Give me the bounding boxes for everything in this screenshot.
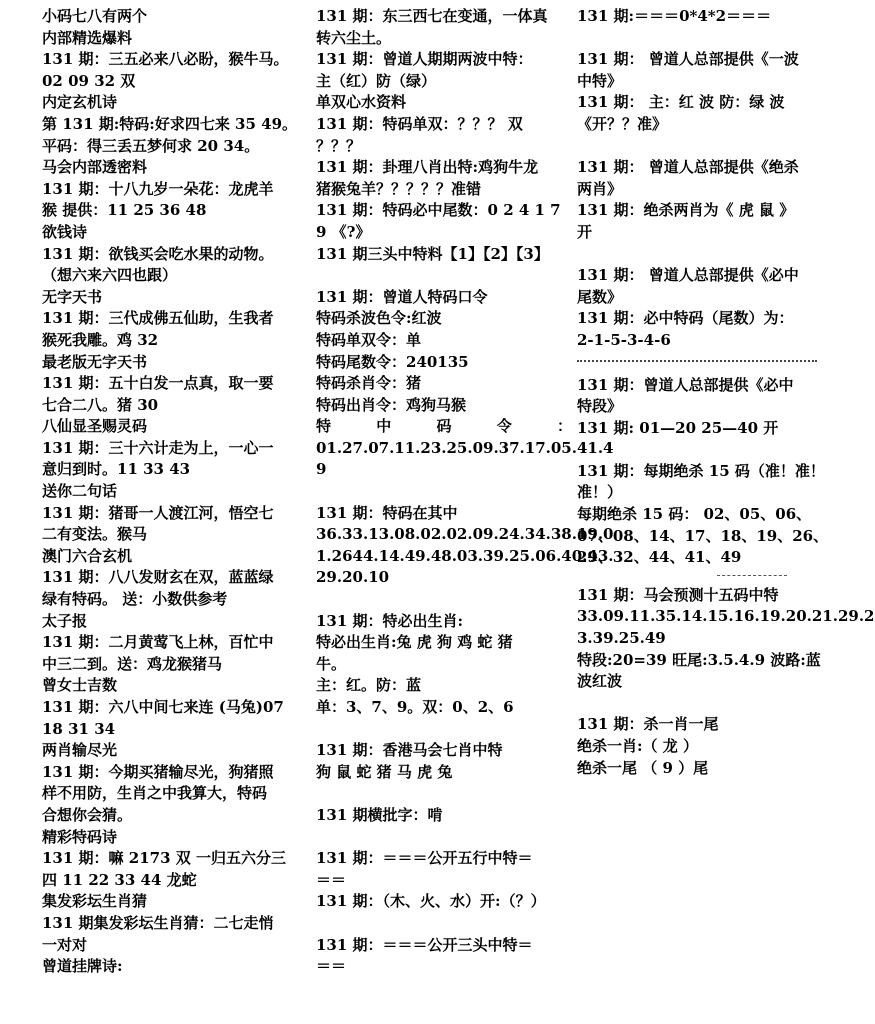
text-line: 八仙显圣赐灵码 <box>42 417 148 436</box>
text-line: 131 期： 主：红 波 防：绿 波 <box>577 93 785 112</box>
text-line: 《开？？准》 <box>577 114 668 133</box>
text-line: 2-1-5-3-4-6 <box>577 330 671 349</box>
text-line: 131 期：必中特码（尾数）为： <box>577 309 794 328</box>
text-line: 精彩特码诗 <box>42 827 118 846</box>
text-line: 特码单双令：单 <box>316 330 422 349</box>
text-line: 131 期：十八九岁一朵花：龙虎羊 <box>42 179 274 198</box>
text-line: 主：红。防：蓝 <box>316 676 422 695</box>
text-line: 131 期：特码必中尾数：0 2 4 1 7 <box>316 201 561 220</box>
text-line: 131 期：二月黄莺飞上林，百忙中 <box>42 633 274 652</box>
text-line: 02 09 32 双 <box>42 71 136 90</box>
text-line: 131 期：＝＝＝公开五行中特＝ <box>316 849 533 868</box>
text-line: 131 期：三五必来八必盼，猴牛马。 <box>42 50 289 69</box>
text-line: 意归到时。11 33 43 <box>42 460 191 479</box>
text-line: 澳门六合玄机 <box>42 546 133 565</box>
blank-line <box>316 719 572 741</box>
text-line: 131 期：曾道人特码口令 <box>316 287 488 306</box>
text-line: 3.39.25.49 <box>577 629 666 648</box>
text-line: 131 期：杀一肖一尾 <box>577 715 719 734</box>
blank-line <box>577 244 827 266</box>
text-line: 绝杀一尾 （ 9 ）尾 <box>577 758 709 777</box>
text-line: ＝＝ <box>316 957 347 976</box>
blank-line <box>316 265 572 287</box>
blank-line <box>316 589 572 611</box>
text-line: 29.20.10 <box>316 568 390 587</box>
text-line: 131 期：嘛 2173 双 一归五六分三 <box>42 849 286 868</box>
blank-line <box>316 783 572 805</box>
text-line: 131 期: 01—20 25—40 开 <box>577 418 779 437</box>
blank-line <box>577 439 827 461</box>
text-line: 两肖输尽光 <box>42 741 118 760</box>
text-line: 131 期：今期买猪输尽光，狗猪照 <box>42 762 274 781</box>
text-line: 曾道挂牌诗: <box>42 957 123 976</box>
text-line: 131 期：猪哥一人渡江河，悟空七 <box>42 503 274 522</box>
text-line: 样不用防，生肖之中我算大，特码 <box>42 784 268 803</box>
text-line: 每期绝杀 15 码： 02、05、06、 <box>577 505 812 524</box>
text-line: 中三二到。送：鸡龙猴猪马 <box>42 654 223 673</box>
text-line: 单：3、7、9。双：0、2、6 <box>316 698 514 716</box>
text-line: 33.09.11.35.14.15.16.19.20.21.29.2 <box>577 607 875 626</box>
text-line: 特码出肖令：鸡狗马猴 <box>316 395 467 414</box>
text-line: 开 <box>577 222 593 241</box>
text-line: 9 《?》 <box>316 222 371 241</box>
text-line: 两肖》 <box>577 179 623 198</box>
text-line: 131 期：东三西七在变通，一体真 <box>316 7 548 25</box>
text-line: 131 期：三代成佛五仙助，生我者 <box>42 309 274 328</box>
text-line: 29、32、44、41、49 <box>577 548 742 567</box>
text-line: 131 期集发彩坛生肖猜：二七走悄 <box>42 913 274 932</box>
text-line: 小码七八有两个 <box>42 7 148 25</box>
text-line: 特码杀肖令：猪 <box>316 374 422 393</box>
text-line: 131 期： 曾道人总部提供《一波 <box>577 50 799 69</box>
text-line: 07、08、14、17、18、19、26、 <box>577 526 829 545</box>
text-line: 一对对 <box>42 935 88 954</box>
text-line: 131 期：五十白发一点真，取一要 <box>42 374 274 393</box>
text-line: 131 期：六八中间七来连 (马兔)07 <box>42 698 284 716</box>
text-line: 马会内部透密料 <box>42 158 148 177</box>
text-line: 36.33.13.08.02.02.09.24.34.38.19.0 <box>316 525 614 544</box>
text-line: 01.27.07.11.23.25.09.37.17.05.41.4 <box>316 438 614 457</box>
text-line: 牛。 <box>316 654 347 673</box>
text-line: 绿有特码。 送：小数供参考 <box>42 590 228 609</box>
text-line: 曾女士吉数 <box>42 676 118 695</box>
text-line: 平码：得三丢五梦何求 20 34。 <box>42 136 260 155</box>
text-line: 131 期：香港马会七肖中特 <box>316 741 503 760</box>
blank-line <box>577 693 827 715</box>
text-line: 四 11 22 33 44 龙蛇 <box>42 870 197 889</box>
text-line: 131 期：三十六计走为上，一心一 <box>42 438 274 457</box>
text-line: 送你二句话 <box>42 482 118 501</box>
blank-line <box>316 827 572 849</box>
text-line: 第 131 期:特码:好求四七来 35 49。 <box>42 114 298 133</box>
text-line: 主（红）防（绿） <box>316 71 437 90</box>
text-line: 131 期横批字：啃 <box>316 805 443 824</box>
text-line: 131 期:＝＝＝0*4*2＝＝＝ <box>577 7 772 25</box>
text-line: 131 期：（木、火、水）开:（？） <box>316 892 546 911</box>
text-line: 转六尘土。 <box>316 28 392 47</box>
text-line: 无字天书 <box>42 287 103 306</box>
text-line: 131 期：＝＝＝公开三头中特＝ <box>316 935 533 954</box>
text-line: 131 期：曾道人总部提供《必中 <box>577 375 794 394</box>
text-line: 特 中 码 令 ： <box>316 417 572 436</box>
text-line: （想六来六四也跟） <box>42 266 178 285</box>
text-line: 131 期： 曾道人总部提供《必中 <box>577 266 799 285</box>
text-line: 1.2644.14.49.48.03.39.25.06.40.43. <box>316 546 614 565</box>
text-line: 131 期：卦理八肖出特:鸡狗牛龙 <box>316 158 539 177</box>
blank-line <box>577 28 827 50</box>
text-line: 特段》 <box>577 397 623 416</box>
text-line: 131 期：绝杀两肖为《 虎 鼠 》 <box>577 201 795 220</box>
text-line: 131 期：八八发财玄在双，蓝蓝绿 <box>42 568 274 587</box>
column-right <box>577 6 875 779</box>
text-line: 131 期三头中特料【1】【2】【3】 <box>316 244 549 263</box>
text-line: ＝＝ <box>316 870 347 889</box>
text-line: 131 期：曾道人期期两波中特： <box>316 50 533 69</box>
text-line: 绝杀一肖:（ 龙 ） <box>577 737 698 755</box>
text-line: 太子报 <box>42 611 88 630</box>
text-line: 特码杀波色令:红波 <box>316 309 442 328</box>
text-line: 131 期：马会预测十五码中特 <box>577 585 779 604</box>
text-line: 18 31 34 <box>42 719 116 738</box>
text-line: 131 期：特码单双：？？？ 双 <box>316 114 523 133</box>
text-line: 合想你会猜。 <box>42 805 133 824</box>
blank-line <box>577 136 827 158</box>
text-line: 中特》 <box>577 71 623 90</box>
text-line: 猴 提供：11 25 36 48 <box>42 201 207 220</box>
text-line: 猴死我雕。鸡 32 <box>42 330 159 349</box>
blank-line <box>316 481 572 503</box>
text-line: 二有变法。猴马 <box>42 525 148 544</box>
text-line: 欲钱诗 <box>42 222 88 241</box>
text-line: 131 期：特必出生肖: <box>316 611 464 630</box>
text-line: 131 期：特码在其中 <box>316 503 458 522</box>
text-line: 集发彩坛生肖猜 <box>42 892 148 911</box>
text-line: 131 期：每期绝杀 15 码（准！准！ <box>577 461 825 480</box>
text-line: 最老版无字天书 <box>42 352 148 371</box>
text-line: 特码尾数令：240135 <box>316 352 469 371</box>
separator-line <box>717 575 787 579</box>
text-line: 131 期：欲钱买会吃水果的动物。 <box>42 244 274 263</box>
text-line: 准！） <box>577 483 623 502</box>
blank-line <box>316 913 572 935</box>
text-line: 内部精选爆料 <box>42 28 133 47</box>
text-line: 狗 鼠 蛇 猪 马 虎 兔 <box>316 762 453 781</box>
text-line: 内定玄机诗 <box>42 93 118 112</box>
text-line: 特段:20=39 旺尾:3.5.4.9 波路:蓝 <box>577 650 821 669</box>
text-line: 七合二八。猪 30 <box>42 395 159 414</box>
text-line: 尾数》 <box>577 287 623 306</box>
text-line: 波红波 <box>577 672 623 691</box>
separator-line <box>577 360 817 365</box>
text-line: 131 期： 曾道人总部提供《绝杀 <box>577 158 799 177</box>
column-left <box>42 6 304 978</box>
text-line: 猪猴兔羊？？？？？准错 <box>316 179 482 198</box>
text-line: ？？？ <box>316 136 362 155</box>
text-line: 单双心水资料 <box>316 93 407 112</box>
text-line: 特必出生肖:兔 虎 狗 鸡 蛇 猪 <box>316 633 513 652</box>
text-line: 9 <box>316 460 327 479</box>
